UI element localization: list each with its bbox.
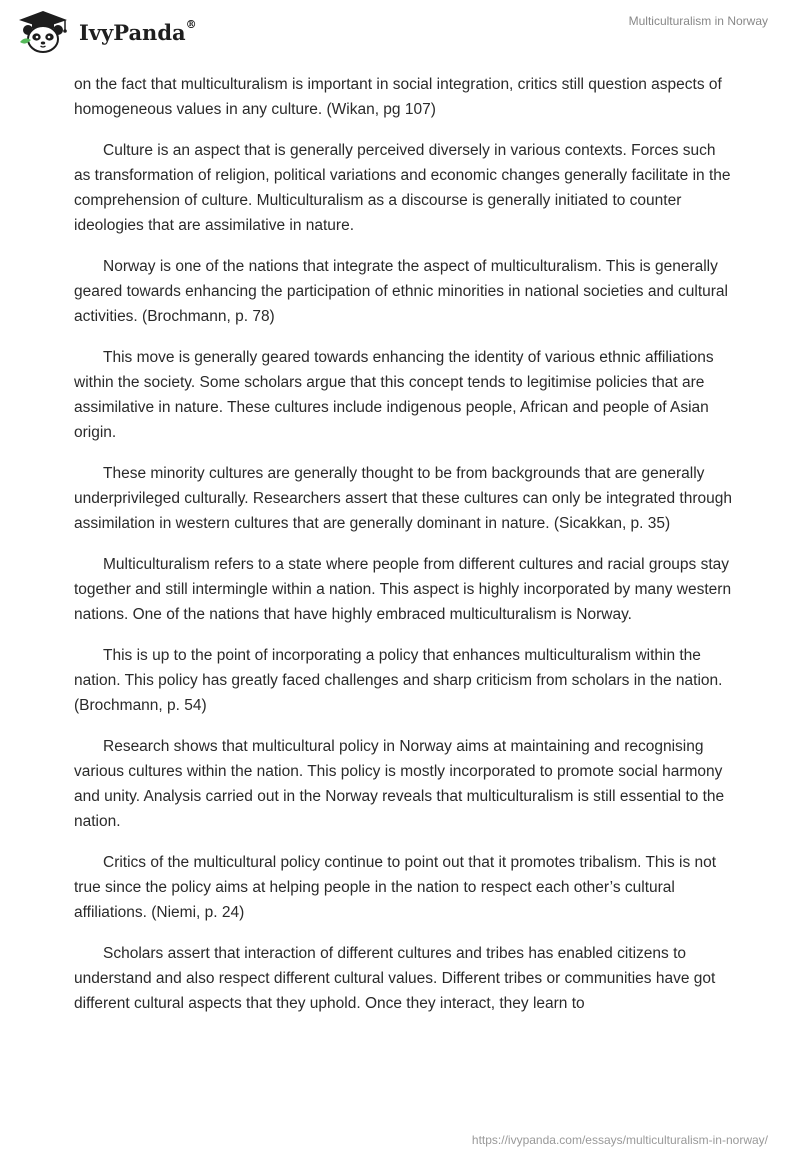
paragraph: This is up to the point of incorporating a policy that enhances multiculturalism within the nation. This policy has greatly faced challenges and sharp criticism from scholars in the nation. (Brochmann, p. 54) <box>74 647 723 714</box>
panda-mascot-icon <box>15 8 73 54</box>
paragraph: Multiculturalism refers to a state where people from different cultures and racial groups stay together and still intermingle within a nation. This aspect is highly incorporated by many western nations. One of the nations that have highly embraced multiculturalism is Norway. <box>74 556 732 623</box>
document-title: Multiculturalism in Norway <box>628 14 768 28</box>
paragraph: These minority cultures are generally thought to be from backgrounds that are generally underprivileged culturally. Researchers assert that these cultures can only be integrated through assimilation in western cultures that are generally dominant in nature. (Sicakkan, p. 35) <box>74 465 732 532</box>
page-header <box>0 0 800 68</box>
essay-body <box>74 72 734 1032</box>
paragraph: Research shows that multicultural policy in Norway aims at maintaining and recognising various cultures within the nation. This policy is mostly incorporated to promote social harmony and unity. Analysis carried out in the Norway reveals that multiculturalism is still essential to the nation. <box>74 738 725 830</box>
brand-name: IvyPanda® <box>79 17 197 45</box>
paragraph: Critics of the multicultural policy continue to point out that it promotes tribalism. This is not true since the policy aims at helping people in the nation to respect each other’s cultural affiliations. (Niemi, p. 24) <box>74 854 717 921</box>
paragraph: This move is generally geared towards enhancing the identity of various ethnic affiliations within the society. Some scholars argue that this concept tends to legitimise policies that are assimilative in nature. These cultures include indigenous people, African and people of Asian origin. <box>74 349 714 441</box>
ivypanda-logo[interactable] <box>15 8 197 54</box>
paragraph: Culture is an aspect that is generally perceived diversely in various contexts. Forces such as transformation of religion, political variations and economic changes generally facilitate in the comprehension of culture. Multiculturalism as a discourse is generally initiated to counter ideologies that are assimilative in nature. <box>74 142 731 234</box>
paragraph: Scholars assert that interaction of different cultures and tribes has enabled citizens to understand and also respect different cultural values. Different tribes or communities have got different cultural aspects that they uphold. Once they interact, they learn to <box>74 945 716 1012</box>
paragraph: Norway is one of the nations that integrate the aspect of multiculturalism. This is generally geared towards enhancing the participation of ethnic minorities in national societies and cultural activities. (Brochmann, p. 78) <box>74 258 728 325</box>
source-url-link[interactable]: https://ivypanda.com/essays/multiculturalism-in-norway/ <box>471 1133 768 1147</box>
paragraph: on the fact that multiculturalism is important in social integration, critics still question aspects of homogeneous values in any culture. (Wikan, pg 107) <box>74 76 722 118</box>
